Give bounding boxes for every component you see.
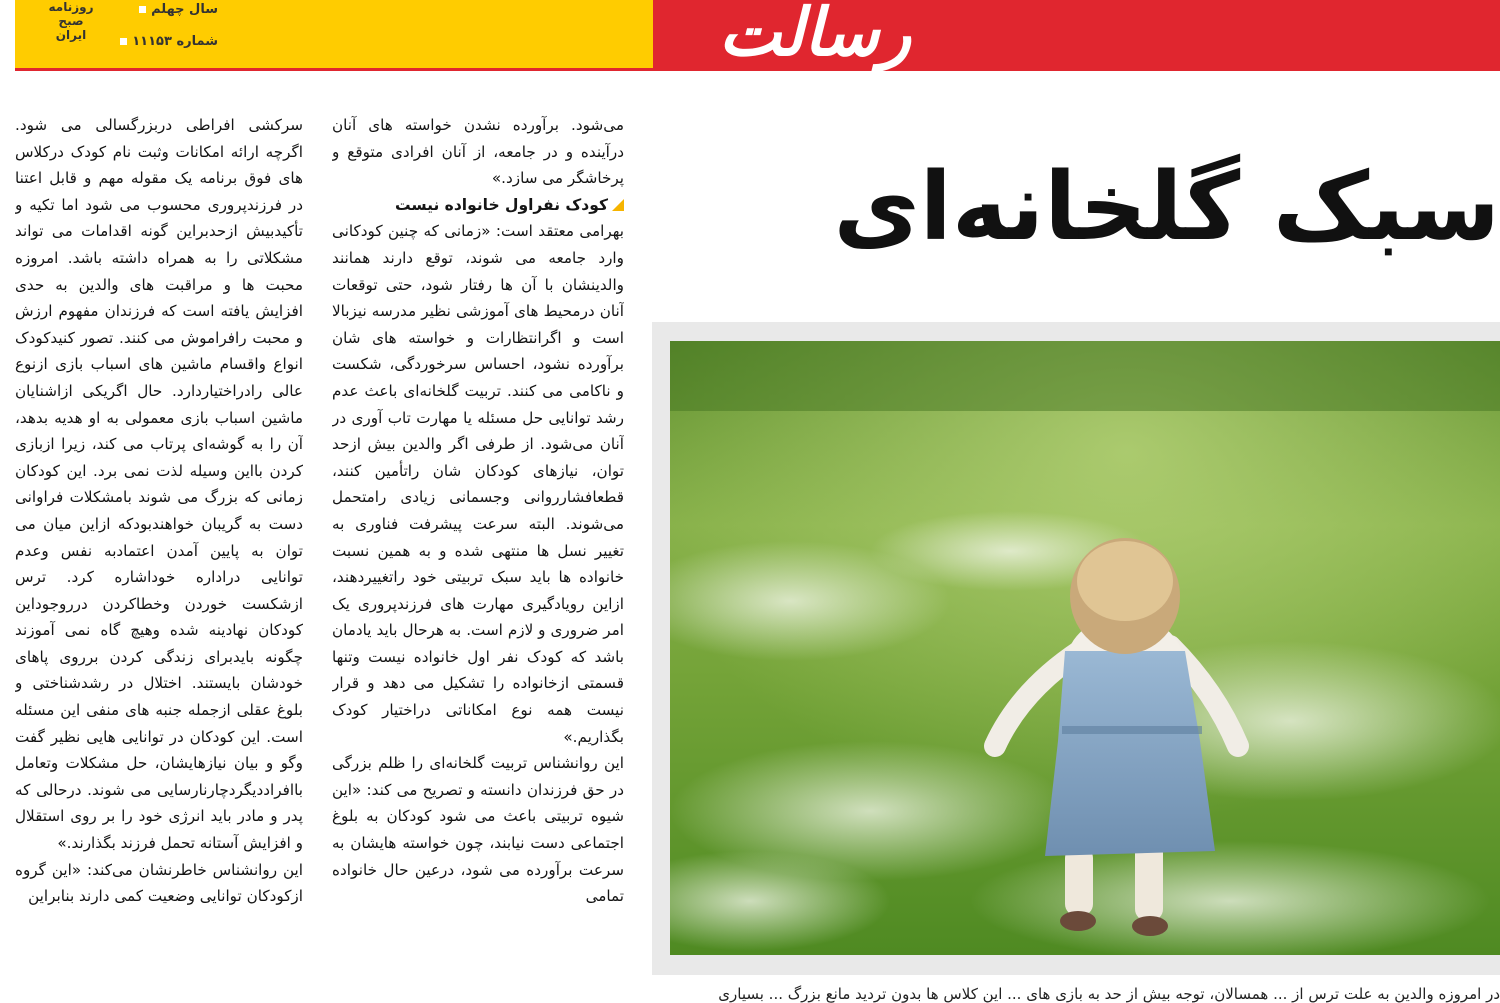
year-label: سال چهلم [151,1,218,17]
issue-info [118,0,218,50]
article-photo [670,341,1500,955]
paper-name-line: ایران [55,28,87,42]
paper-name-line: روزنامه [48,0,94,14]
article-headline: سبک گلخانه‌ای [833,153,1500,262]
masthead-logo: رسالت [718,0,912,71]
photo-bottom-text: در امروزه والدین به علت ترس از ... همسالان، توجه بیش از حد به بازی های ... این کلاس ها بدون تردید مانع بزرگ ... بسیاری [718,985,1500,1003]
subheading-text: کودک نفراول خانواده نیست [394,195,608,214]
paper-name-logo [40,0,102,48]
paragraph: این روانشناس خاطرنشان می‌کند: «این گروه ازکودکان توانایی وضعیت کمی دارند بنابراین [15,860,303,906]
header-yellow-band [15,0,653,68]
subheading [332,192,624,219]
article-column-left [15,112,303,1003]
issue-number: شماره ۱۱۱۵۳ [132,33,218,49]
article-column-middle [332,112,624,1003]
paragraph: این روانشناس تربیت گلخانه‌ای را ظلم بزرگی در حق فرزندان دانسته و تصریح می کند: «این شیوه تربیتی باعث می شود کودکان به بلوغ اجتماعی دست نیابند، چون خواسته هایشان به سرعت برآورده می شود، درعین حال خانواده تمامی [332,754,624,906]
square-bullet-icon [120,38,127,45]
paper-name-line: صبح [58,14,84,28]
paragraph: بهرامی معتقد است: «زمانی که چنین کودکانی وارد جامعه می شوند، توقع دارند همانند والدینشان با آن ها رفتار شود، حتی توقعات آنان درمحیط های آموزشی نظیر مدرسه نیزبالا است و اگرانتظارات و خواسته های شان برآورده نشود، احساس سرخوردگی، شکست و ناکامی می کنند. تربیت گلخانه‌ای باعث عدم رشد توانایی حل مسئله یا مهارت تاب آوری در آنان می‌شود. از طرفی اگر والدین بیش ازحد توان، نیازهای کودکان شان راتأمین کنند، قطعافشارروانی وجسمانی زیادی رامتحمل می‌شوند. البته سرعت پیشرفت فناوری به تغییر نسل ها منتهی شده و به همین نسبت خانواده ها باید سبک تربیتی خود راتغییردهند، ازاین رویادگیری مهارت های فرزندپروری یک امر ضروری و لازم است. به هرحال باید یادمان باشد که کودک نفر اول خانواده نیست وتنها قسمتی ازخانواده را تشکیل می دهد و قرار نیست همه نوع امکاناتی دراختیار کودک بگذاریم.» [332,222,624,746]
paragraph: سرکشی افراطی دربزرگسالی می شود. اگرچه ارائه امکانات وثبت نام کودک درکلاس های فوق برنامه یک مقوله مهم و قابل اعتنا در فرزندپروری محسوب می شود اما تکیه و تأکیدبیش ازحدبراین گونه اقدامات می تواند مشکلاتی را به همراه داشته باشد. امروزه محبت ها و مراقبت های والدین به حدی افزایش یافته است که فرزندان مفهوم ارزش و محبت رافراموش می کنند. تصور کنیدکودک انواع واقسام ماشین های اسباب بازی ازنوع عالی رادراختیاردارد. حال اگریکی ازاشنایان ماشین اسباب بازی معمولی به او هدیه بدهد، آن را به گوشه‌ای پرتاب می کند، زیرا ازبازی کردن بااین وسیله لذت نمی برد. این کودکان زمانی که بزرگ می شوند بامشکلات فراوانی دست به گریبان خواهندبودکه ازاین میان می توان به پایین آمدن اعتمادبه نفس وعدم توانایی دراداره خوداشاره کرد. ترس ازشکست خوردن وخطاکردن درروجوداین کودکان نهادینه شده وهیچ گاه نمی آموزند چگونه بایدبرای زندگی کردن برروی پاهای خودشان بایستند. اختلال در رشدشناختی و بلوغ عقلی ازجمله جنبه های منفی این مسئله است. این کودکان در توانایی هایی نظیر گفت وگو و بیان نیازهایشان، حل مشکلات وتعامل باافراددیگردچارنارسایی می شوند. درحالی که پدر و مادر باید انرژی خود را بر روی استقلال و افزایش آستانه تحمل فرزند بگذارند.» [15,116,303,853]
triangle-marker-icon [612,199,624,211]
paragraph: می‌شود. برآورده نشدن خواسته های آنان درآینده و در جامعه، از آنان افرادی متوقع و پرخاشگر می سازد.» [332,116,624,188]
square-bullet-icon [139,6,146,13]
